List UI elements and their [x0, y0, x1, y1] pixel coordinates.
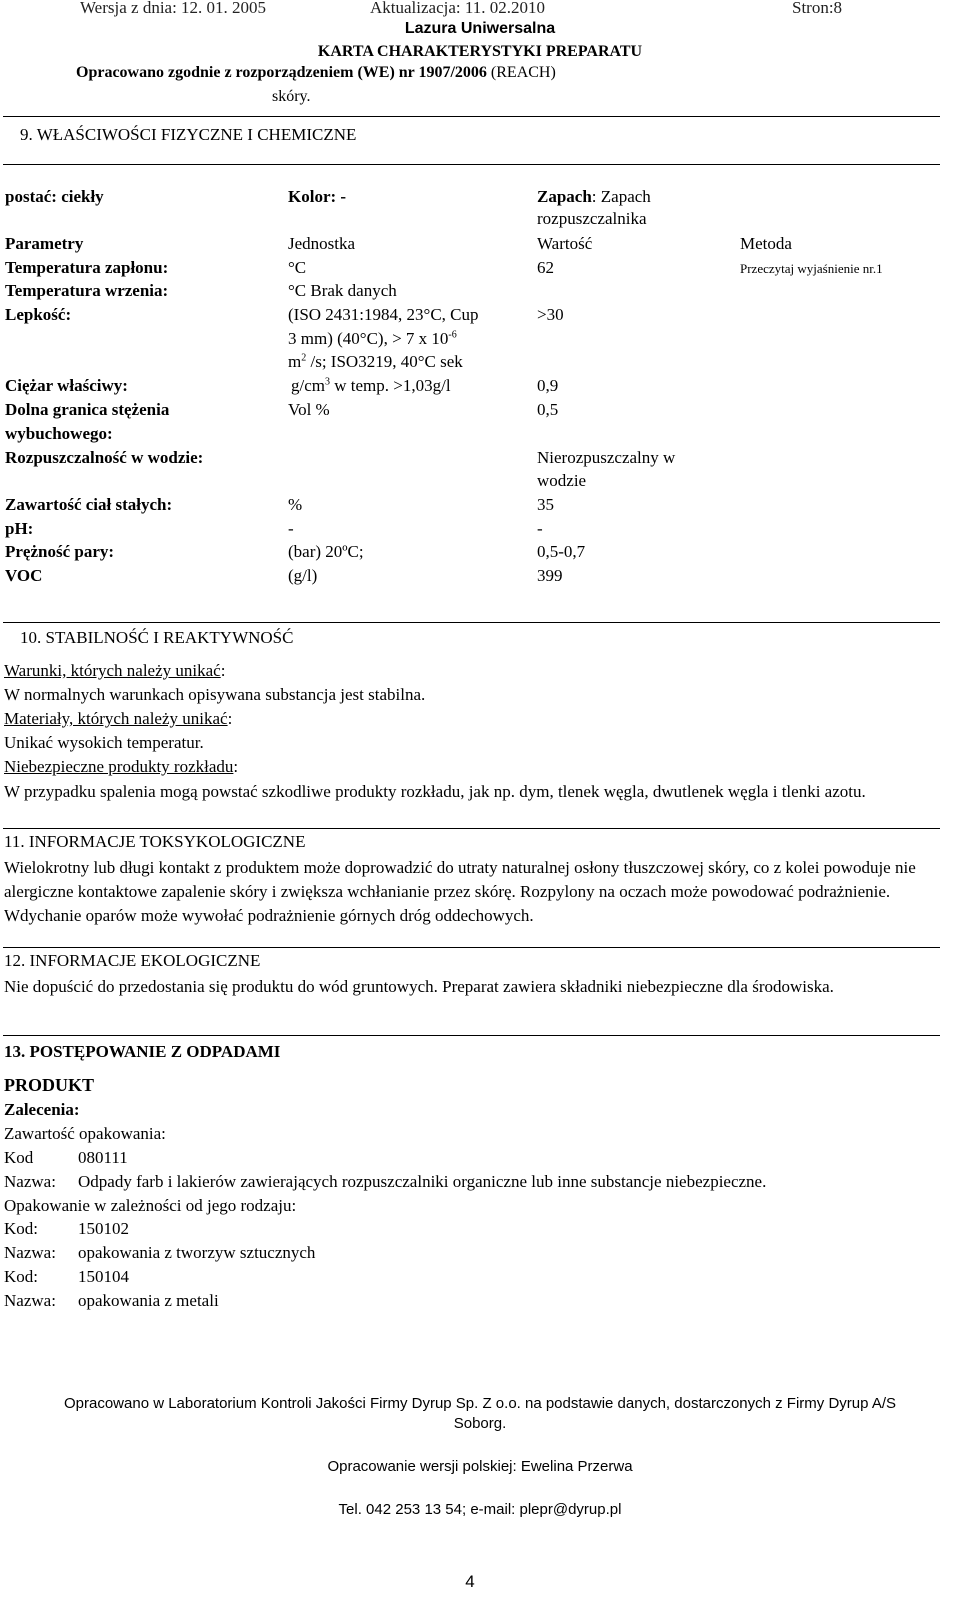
voc-label: VOC: [5, 566, 43, 585]
boiling-point-label: Temperatura wrzenia:: [5, 281, 169, 300]
viscosity-text: /s; ISO3219, 40°C sek: [306, 352, 463, 371]
density-value: 0,9: [537, 376, 559, 395]
product-heading: PRODUKT: [4, 1075, 94, 1095]
solubility-value: Nierozpuszczalny w: [537, 448, 676, 467]
packaging-name-value: opakowania z metali: [78, 1291, 219, 1310]
flash-point-label: Temperatura zapłonu:: [5, 258, 169, 277]
section-9-title: 9. WŁAŚCIWOŚCI FIZYCZNE I CHEMICZNE: [20, 125, 357, 144]
carryover-text: skóry.: [272, 88, 311, 105]
solubility-value-cont: wodzie: [537, 471, 587, 490]
waste-name-value: Odpady farb i lakierów zawierających rozpuszczalniki organiczne lub inne substancje niebezpieczne.: [78, 1172, 767, 1191]
density-exponent: 3: [325, 376, 330, 388]
smell-value: : Zapach: [591, 187, 651, 206]
explosion-limit-label-cont: wybuchowego:: [5, 424, 113, 443]
color-label: Kolor: -: [288, 187, 347, 206]
flash-point-method: Przeczytaj wyjaśnienie nr.1: [740, 261, 883, 276]
avoid-materials-label: Materiały, których należy unikać: [4, 709, 228, 728]
package-contents-label: Zawartość opakowania:: [4, 1124, 166, 1143]
decomposition-text: W przypadku spalenia mogą powstać szkodliwe produkty rozkładu, jak np. dym, tlenek węgla, dwutlenek węgla i tlenki azotu.: [4, 782, 866, 801]
avoid-conditions-text: W normalnych warunkach opisywana substancja jest stabilna.: [4, 685, 426, 704]
packaging-name-label: Nazwa:: [4, 1243, 56, 1262]
head-method: Metoda: [740, 234, 792, 253]
packaging-name-label: Nazwa:: [4, 1291, 56, 1310]
solids-label: Zawartość ciał stałych:: [5, 495, 173, 514]
packaging-code-label: Kod:: [4, 1267, 38, 1286]
colon: :: [220, 661, 226, 680]
viscosity-exponent: 2: [301, 352, 307, 364]
decomposition: [4, 757, 238, 777]
viscosity-value: >30: [537, 305, 564, 324]
packaging-name-value: opakowania z tworzyw sztucznych: [78, 1243, 316, 1262]
explosion-limit-value: 0,5: [537, 400, 559, 419]
divider: [3, 1035, 940, 1036]
regulation-line: [76, 64, 556, 82]
boiling-point-unit: °C Brak danych: [288, 281, 397, 300]
solids-unit: %: [288, 495, 303, 514]
form-label: postać: ciekły: [5, 187, 104, 206]
page-count: Stron:8: [792, 0, 843, 17]
waste-code-label: Kod: [4, 1148, 34, 1167]
solids-value: 35: [537, 495, 554, 514]
regulation-bold: Opracowano zgodnie z rozporządzeniem (WE) nr 1907/2006: [76, 64, 487, 81]
viscosity-unit-cont2: [288, 352, 463, 372]
divider: [3, 622, 940, 623]
ecology-text: Nie dopuścić do przedostania się produktu do wód gruntowych. Preparat zawiera składniki niebezpieczne dla środowiska.: [4, 977, 834, 996]
head-param: Parametry: [5, 234, 84, 253]
section-11-title: 11. INFORMACJE TOKSYKOLOGICZNE: [4, 832, 306, 851]
avoid-materials-text: Unikać wysokich temperatur.: [4, 733, 204, 752]
solubility-label: Rozpuszczalność w wodzie:: [5, 448, 204, 467]
regulation-reach: (REACH): [490, 64, 556, 81]
section-12-title: 12. INFORMACJE EKOLOGICZNE: [4, 951, 261, 970]
viscosity-unit-cont: [288, 329, 457, 349]
flash-point-value: 62: [537, 258, 554, 277]
colon: :: [227, 709, 233, 728]
head-unit: Jednostka: [288, 234, 356, 253]
version-date: Wersja z dnia: 12. 01. 2005: [80, 0, 267, 17]
ph-unit: -: [288, 519, 294, 538]
avoid-conditions-label: Warunki, których należy unikać: [4, 661, 221, 680]
toxicology-text: Wielokrotny lub długi kontakt z produktem może doprowadzić do utraty naturalnej osłony tłuszczowej skóry, co z kolei powoduje nie alergiczne kontaktowe zapalenie skóry i zwiększa wchłanianie przez skórę. Rozpylony na oczach może powodować podrażnienie. Wdychanie oparów może wywołać podrażnienie górnych dróg oddechowych.: [4, 858, 916, 925]
viscosity-label: Lepkość:: [5, 305, 72, 324]
waste-name-label: Nazwa:: [4, 1172, 56, 1191]
viscosity-unit: (ISO 2431:1984, 23°C, Cup: [288, 305, 479, 324]
smell-label: Zapach: [537, 187, 592, 206]
recommendations-heading: Zalecenia:: [4, 1100, 80, 1119]
density-label: Ciężar właściwy:: [5, 376, 128, 395]
section-10-title: 10. STABILNOŚĆ I REAKTYWNOŚĆ: [20, 628, 294, 647]
divider: [3, 828, 940, 829]
density-unit-text: g/cm: [291, 376, 325, 395]
divider: [3, 164, 940, 165]
decomposition-label: Niebezpieczne produkty rozkładu: [4, 757, 234, 776]
ph-label: pH:: [5, 519, 34, 538]
section-13-title: 13. POSTĘPOWANIE Z ODPADAMI: [4, 1042, 281, 1061]
smell-field: [537, 187, 651, 207]
footer-author: Opracowanie wersji polskiej: Ewelina Przerwa: [327, 1458, 633, 1475]
ph-value: -: [537, 519, 543, 538]
update-date: Aktualizacja: 11. 02.2010: [370, 0, 545, 17]
head-value: Wartość: [537, 234, 593, 253]
product-name: Lazura Uniwersalna: [404, 20, 556, 37]
viscosity-text: m: [288, 352, 302, 371]
footer-contact: Tel. 042 253 13 54; e-mail: plepr@dyrup.pl: [338, 1501, 622, 1518]
viscosity-text: 3 mm) (40°C), > 7 x 10: [288, 329, 449, 348]
colon: :: [233, 757, 239, 776]
explosion-limit-unit: Vol %: [288, 400, 330, 419]
divider: [3, 116, 940, 117]
divider: [3, 947, 940, 948]
footer-location: Soborg.: [453, 1415, 507, 1432]
vapor-pressure-unit: (bar) 20ºC;: [288, 542, 364, 561]
footer-lab: Opracowano w Laboratorium Kontroli Jakości Firmy Dyrup Sp. Z o.o. na podstawie danych, dostarczonych z Firmy Dyrup A/S: [63, 1395, 896, 1412]
voc-unit: (g/l): [288, 566, 318, 585]
vapor-pressure-value: 0,5-0,7: [537, 542, 586, 561]
voc-value: 399: [537, 566, 563, 585]
density-unit-text: w temp. >1,03g/l: [330, 376, 451, 395]
page-number: 4: [465, 1572, 475, 1591]
vapor-pressure-label: Prężność pary:: [5, 542, 115, 561]
smell-value-cont: rozpuszczalnika: [537, 209, 647, 228]
explosion-limit-label: Dolna granica stężenia: [5, 400, 170, 419]
document-title: KARTA CHARAKTERYSTYKI PREPARATU: [317, 43, 643, 60]
flash-point-unit: °C: [288, 258, 307, 277]
waste-code-value: 080111: [78, 1148, 128, 1167]
density-unit: [291, 376, 451, 396]
avoid-conditions: [4, 661, 225, 681]
packaging-code-value: 150104: [78, 1267, 129, 1286]
packaging-label: Opakowanie w zależności od jego rodzaju:: [4, 1196, 297, 1215]
packaging-code-label: Kod:: [4, 1219, 38, 1238]
viscosity-exponent: -6: [448, 329, 457, 341]
packaging-code-value: 150102: [78, 1219, 129, 1238]
avoid-materials: [4, 709, 232, 729]
